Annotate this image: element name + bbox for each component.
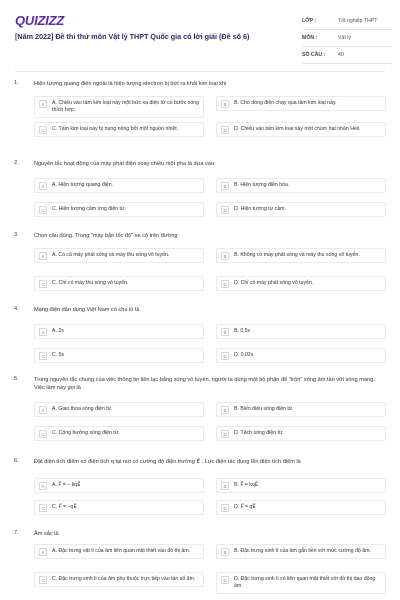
option-letter: B [221,252,229,260]
option-letter: A [39,100,47,108]
info-value: Vật lý [338,35,351,41]
answer-option-c[interactable] [34,348,204,363]
option-letter: C [39,280,47,288]
info-value: 40 [338,52,344,58]
option-text: C. Tấm kim loại này bị nung nóng bởi một nguồn nhiệt. [52,126,179,132]
exam-title: [Năm 2022] Đề thi thử môn Vật lý THPT Quốc gia có lời giải (Đề số 6) [15,32,250,41]
option-text: D. Tách sóng điện từ. [234,430,284,436]
option-letter: A [39,252,47,260]
option-text: D. Chỉ có máy phát sóng vô tuyến. [234,280,314,286]
option-letter: B [221,100,229,108]
option-letter: D [221,576,229,584]
option-text: B. 0,5s [234,328,251,334]
header-divider [15,71,385,72]
answer-option-a[interactable] [34,96,204,118]
answer-option-d[interactable] [216,500,386,515]
question-text: Nguyên tắc hoạt động của máy phát điện xoay chiều một pha là dựa vào [34,161,215,167]
question-number: 6. [14,458,19,464]
question-number: 2. [14,160,19,166]
option-letter: B [221,482,229,490]
option-letter: C [39,576,47,584]
question-text: Trong nguyên tắc chung của việc thông tin liên lạc bằng sóng vô tuyến, người ta dùng một bộ phận để "trộn" sóng âm tần với sóng mang. Việc làm này gọi là [34,377,375,391]
option-letter: C [39,126,47,134]
option-letter: B [221,182,229,190]
answer-option-b[interactable] [216,324,386,339]
option-text: A. F⃗ = − kqE⃗ [52,482,81,488]
answer-option-a[interactable] [34,478,204,493]
option-text: A. Giao thoa sóng điện từ. [52,406,113,412]
info-row-subject [302,30,392,47]
option-letter: C [39,206,47,214]
option-text: C. 5s [52,352,65,358]
question-number: 1. [14,80,19,86]
option-text: A. Có cả máy phát sóng và máy thu sóng vô tuyến. [52,252,170,258]
option-text: A. Đặc trưng vật lí của âm liên quan mật thiết vào đồ thị âm. [52,548,191,554]
option-text: C. Đặc trưng sinh lí của âm phụ thuộc trực tiếp vào tần số âm. [52,576,196,582]
answer-option-c[interactable] [34,572,204,587]
option-letter: C [39,430,47,438]
answer-option-a[interactable] [34,178,204,193]
question-number: 3. [14,232,19,238]
question-text: Chọn câu đúng. Trong "máy bắn tốc độ" xe cộ trên đường [34,233,178,239]
question-text: Âm sắc là [34,531,59,537]
option-text: C. Chỉ có máy thu sóng vô tuyến. [52,280,129,286]
option-letter: D [221,504,229,512]
option-text: D. 0,02s [234,352,254,358]
option-text: C. F⃗ = −qE⃗ [52,504,77,510]
info-label: SỐ CÂU : [302,52,326,58]
option-letter: B [221,328,229,336]
question-number: 5. [14,376,19,382]
answer-option-d[interactable] [216,276,386,291]
option-text: B. Biến điệu sóng điện từ. [234,406,294,412]
option-letter: D [221,352,229,360]
option-letter: D [221,280,229,288]
answer-option-c[interactable] [34,122,204,137]
option-letter: A [39,182,47,190]
option-text: B. F⃗ = kqE⃗ [234,482,258,488]
info-value: Tốt nghiệp THPT [338,18,378,24]
option-letter: A [39,548,47,556]
quizizz-logo: QUIZIZZ [15,13,65,28]
answer-option-d[interactable] [216,202,386,217]
option-text: A. Chiếu vào tấm kim loại này một bức xạ điện từ có bước sóng thích hợp. [52,100,200,113]
option-text: A. 2s [52,328,64,334]
option-letter: D [221,430,229,438]
info-label: LỚP : [302,18,317,24]
option-letter: C [39,504,47,512]
question-text: Đặt điện tích điểm có điện tích q tại nơi có cường độ điện trường E⃗ . Lực điện tác dụng lên điện tích điểm là [34,459,301,465]
option-letter: B [221,406,229,414]
answer-option-c[interactable] [34,202,204,217]
answer-option-b[interactable] [216,96,386,111]
option-letter: B [221,548,229,556]
option-text: B. Không có máy phát sóng và máy thu sóng vô tuyến. [234,252,360,258]
info-row-class [302,13,392,30]
option-text: B. Đặc trưng sinh lí của âm gắn liền với mức cường độ âm. [234,548,371,554]
option-text: A. Hiện tượng quang điện. [52,182,114,188]
answer-option-d[interactable] [216,572,386,594]
option-text: D. Hiện tượng tự cảm. [234,206,286,212]
question-text: Hiện tượng quang điện ngoài là hiện tượng electron bị bứt ra khỏi kim loại khi [34,81,227,87]
answer-option-c[interactable] [34,426,204,441]
option-letter: A [39,482,47,490]
option-text: B. Cho dòng điện chạy qua tấm kim loại này. [234,100,337,106]
answer-option-b[interactable] [216,478,386,493]
answer-option-b[interactable] [216,544,386,559]
answer-option-a[interactable] [34,248,204,263]
option-text: B. Hiện tượng điện hóa. [234,182,290,188]
answer-option-b[interactable] [216,178,386,193]
option-text: D. Đặc trưng sinh lí có liên quan mật thiết với đồ thị dao động âm. [234,576,376,589]
answer-option-b[interactable] [216,248,386,263]
worksheet-header [0,0,400,68]
answer-option-c[interactable] [34,500,204,515]
option-letter: D [221,206,229,214]
option-letter: A [39,406,47,414]
answer-option-a[interactable] [34,544,204,559]
option-text: C. Cộng hưởng sóng điện từ. [52,430,120,436]
option-text: D. F⃗ = qE⃗ [234,504,256,510]
option-letter: A [39,328,47,336]
answer-option-b[interactable] [216,402,386,417]
answer-option-c[interactable] [34,276,204,291]
option-text: D. Chiếu vào tấm kim loại này một chùm hạt nhân Heli. [234,126,361,132]
answer-option-a[interactable] [34,402,204,417]
answer-option-a[interactable] [34,324,204,339]
option-text: C. Hiện tượng cảm ứng điện từ. [52,206,126,212]
question-number: 4. [14,306,19,312]
info-row-count [302,47,392,64]
exam-info-panel [302,13,392,64]
question-text: Mạng điện dân dụng Việt Nam có chu kì là [34,307,140,313]
info-label: MÔN : [302,35,318,41]
question-number: 7. [14,530,19,536]
answer-option-d[interactable] [216,348,386,363]
answer-option-d[interactable] [216,122,386,137]
option-letter: D [221,126,229,134]
answer-option-d[interactable] [216,426,386,441]
option-letter: C [39,352,47,360]
